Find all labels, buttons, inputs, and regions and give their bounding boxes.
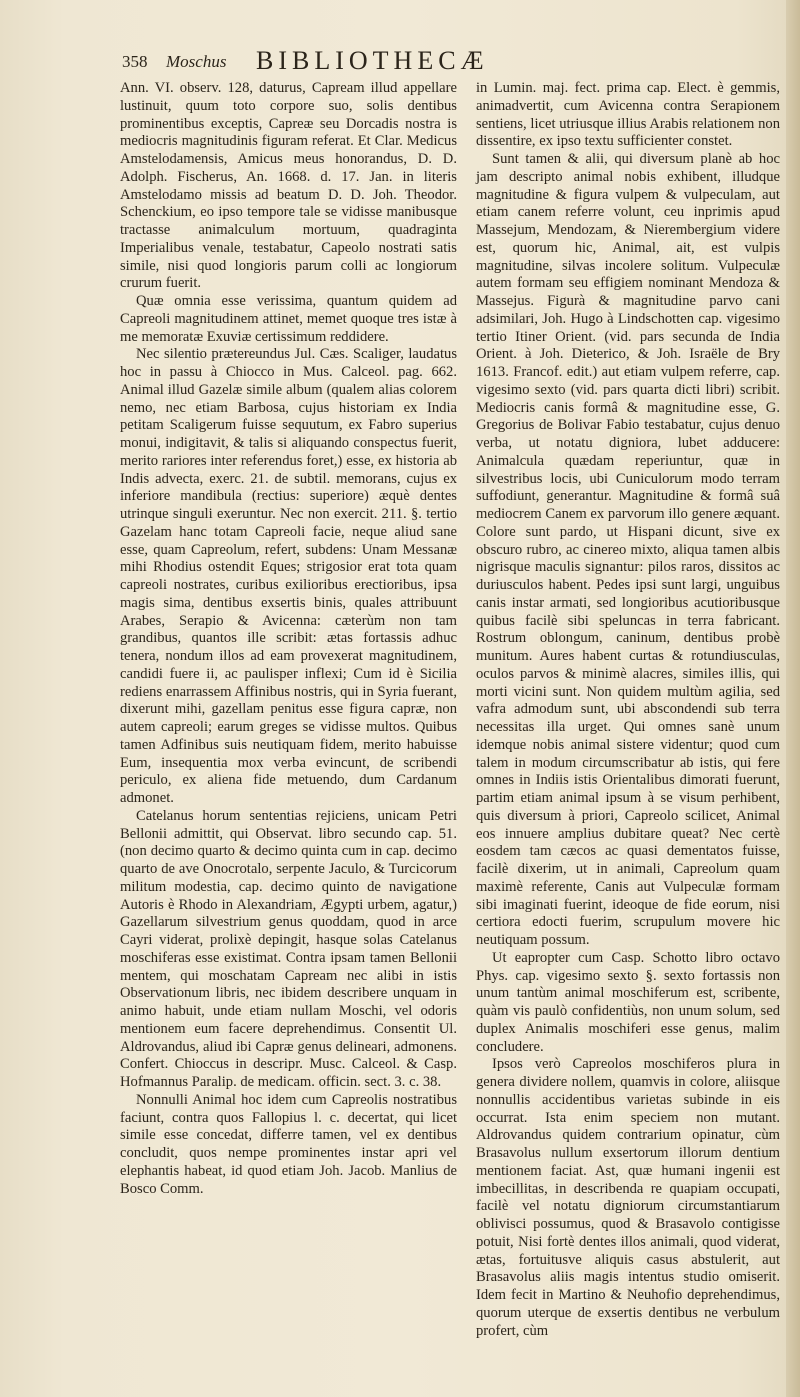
paragraph: Ut eapropter cum Casp. Schotto libro octavo Phys. cap. vigesimo sexto §. sexto fortassis non unum tantùm animal moschiferum est, scribente, quàm vis paulò confidentiùs, non unum solum, sed duplex Animalis moschiferi esse genus, malim concludere. <box>476 949 780 1055</box>
running-head: Moschus <box>166 52 227 71</box>
paragraph: Nonnulli Animal hoc idem cum Capreolis nostratibus faciunt, contra quos Fallopius l. c. decertat, qui licet simile esse concedat, differre tamen, vel ex dentibus concludit, quos nempe prominentes instar apri vel elephantis habeat, id quod etiam Joh. Jacob. Manlius de Bosco Comm. <box>120 1091 457 1197</box>
paragraph: Ann. VI. observ. 128, daturus, Capream illud appellare lustinuit, quum toto corpore suo, solis dentibus prominentibus exceptis, Capreæ seu Dorcadis nostra is mediocris magnitudinis figuram referat. Et Clar. Medicus Amstelodamensis, Amicus meus honorandus, D. D. Adolph. Fischerus, An. 1668. d. 17. Jan. in literis Amstelodamo missis ad beatum D. D. Joh. Theodor. Schenckium, eo ipso tempore tale se vidisse manibusque tractasse animalculum mortuum, quadraginta Imperialibus venale, testabatur, Capeolo nostrati satis simile, nisi quod longioris parum colli ac longiorum crurum fuerit. <box>120 80 457 292</box>
page-header <box>122 46 782 80</box>
left-column <box>120 80 457 1198</box>
paragraph: Catelanus horum sententias rejiciens, unicam Petri Bellonii admittit, qui Observat. libro secundo cap. 51. (non decimo quarto & decimo quinta cum in cap. decimo quarto de ave Onocrotalo, serpente Jaculo, & Turcicorum militum modestia, cap. decimo quinto de navigatione Autoris è Rhodo in Alexandriam, Ægypti urbem, agatur,) Gazellarum silvestrium genus quoddam, quod in arce Cayri viderat, prolixè depingit, hasque solas Catelanus moschiferas esse existimat. Contra ipsam tamen Bellonii mentem, qui moschatam Capream nec alibi in istis Observationum libris, nec ibidem describere unquam in animo habuit, unde etiam nullam Moschi, vel odoris mentionem eum facere deprehendimus. Consentit Ul. Aldrovandus, aliud ibi Capræ genus delineari, admonens. Confert. Chioccus in descripr. Musc. Calceol. & Casp. Hofmannus Paralip. de medicam. officin. sect. 3. c. 38. <box>120 807 457 1090</box>
paragraph: Quæ omnia esse verissima, quantum quidem ad Capreoli magnitudinem attinet, memet quoque tres istæ à me memoratæ Exuviæ certissimum reddidere. <box>120 293 457 345</box>
page-number: 358 <box>122 52 148 71</box>
paragraph: in Lumin. maj. fect. prima cap. Elect. è gemmis, animadvertit, cum Avicenna contra Serapionem sentiens, licet utriusque illius Arabis relationem non dissentire, ex ipso textu sufficienter constet. <box>476 80 780 150</box>
paragraph: Sunt tamen & alii, qui diversum planè ab hoc jam descripto animal nobis exhibent, illudque magnitudine & figura vulpem & vulpeculam, aut etiam canem referre volunt, ceu inprimis apud Massejum, Mendozam, & Nierembergium videre est, quorum hic, Animal, ait, est vulpis magnitudine, silvas incolere solitum. Vulpeculæ autem formam seu effigiem nominant Mendoza & Massejus. Figurà & magnitudine parvo cani adsimilari, Joh. Hugo à Lindschotten cap. vigesimo tertio Itiner Orient. (vid. pars secunda de India Orient. à Joh. Dieterico, & Joh. Israële de Bry 1613. Francof. edit.) aut etiam vulpem referre, cap. vigesimo sexto (vid. pars quarta dicti libri) scribit. Mediocris canis formâ & magnitudine esse, G. Gregorius de Bolivar Fabio testabatur, cujus denuo verba, ut notatu digniora, lubet adducere: Animalcula quædam reperiuntur, quæ in silvestribus locis, ubi Cuniculorum modo terram suffodiunt, generantur. Magnitudine & formâ suâ mediocrem Canem ex parvorum illo genere æquant. Colore sunt pardo, ut Hispani dicunt, sive ex obscuro rubro, ac cinereo mixto, aliqua tamen albis nigrisque maculis signantur: pilos raros, dissitos ac duriusculos habent. Pedes ipsi sunt largi, unguibus canis instar armati, sed longioribus acutioribusque quibus facilè sibi speluncas in terra fabricant. Rostrum oblongum, caninum, dentibus probè munitum. Aures habent curtas & rotundiusculas, oculos parvos & minimè alacres, similes illis, qui morti vicini sunt. Non quidem multùm agilia, sed vafra admodum sunt, ubi abscondendi sub terra necessitas illa urget. Qui omnes sanè unum idemque nobis animal sistere videntur; quod cum talem in modum circumscribatur ab istis, qui fere omnes in Indiis istis Orientalibus dimorati fuerunt, partim etiam animal ipsum à se visum perhibent, quis diversum à priori, Capreolo scilicet, Animal eos innuere amplius dubitare queat? Nec certè eosdem tam cæcos ac quasi dementatos fuisse, facilè dixerim, ut in animali, Capreolum quam maximè referente, Canis aut Vulpeculæ formam sibi imaginati fuerint, ideoque de fide eorum, nisi certiora edocti fuerim, scrupulum movere hic neutiquam possum. <box>476 151 780 948</box>
page-edge <box>786 0 800 1397</box>
page-title: BIBLIOTHECÆ <box>256 46 489 75</box>
paragraph: Nec silentio prætereundus Jul. Cæs. Scaliger, laudatus hoc in passu à Chiocco in Mus. Calceol. pag. 662. Animal illud Gazelæ simile album (qualem alias colorem nemo, nec etiam Barbosa, cujus historiam ex India petitam Scaligerum fuisse sequutum, ex Fabro superius monui, indigitavit, & talis si aliquando conspectus fuerit, merito rariores inter referendus foret,) esse, ex historia ab Indis advecta, exerc. 21. de subtil. memorans, cujus ex inferiore mandibula (rectius: superiore) æquè dentes utrinque singuli exeruntur. Nec non exercit. 211. §. tertio Gazelam hanc totam Capreoli facie, neque aliud sane esse, quam Capreolum, refert, subdens: Unam Messanæ mihi Rhodius ostendit Eques; strigosior erat tota quam capreoli nostrates, curibus exilioribus erectioribus, ipsa magis sima, dentibus exsertis binis, quales attribuunt Arabes, Serapio & Avicenna: cæterùm non tam grandibus, quantos ille scribit: ætas fortassis adhuc tenera, nondum illos ad eam provexerat magnitudinem, candidi fuere ii, ac paulisper inflexi; Cum id è Sicilia rediens enarrassem Affinibus nostris, qui in Syria fuerant, dixerunt mihi, gazellam penitus esse figura capræ, non autem capreoli; earum greges se vidisse multos. Quibus tamen Adfinibus suis neutiquam fidem, merito habuisse Eum, insequentia mox verba evincunt, de scribendi periculo, ex aliena fide metuendo, dum Cardanum admonet. <box>120 346 457 806</box>
right-column <box>476 80 780 1340</box>
paragraph: Ipsos verò Capreolos moschiferos plura in genera dividere nollem, quamvis in colore, aliisque nonnullis accidentibus varietas subinde in eis occurrat. Ista enim speciem non mutant. Aldrovandus quidem contrarium opinatur, cùm Brasavolus nullum exsertorum illorum dentium mentionem faciat. Ast, quæ humani ingenii est imbecillitas, in describenda re quapiam occupati, facilè vel notatu digniorum circumstantiarum oblivisci possumus, quod & Brasavolo contigisse potuit, Nisi fortè dentes illos animali, quod viderat, ætas, fortuitusve aliquis casus abstulerit, aut Brasavolus aliis magis intentus studio omiserit. Idem fecit in Martino & Neuhofio deprehendimus, quorum uterque de exsertis dentibus ne verbulum profert, cùm <box>476 1056 780 1339</box>
